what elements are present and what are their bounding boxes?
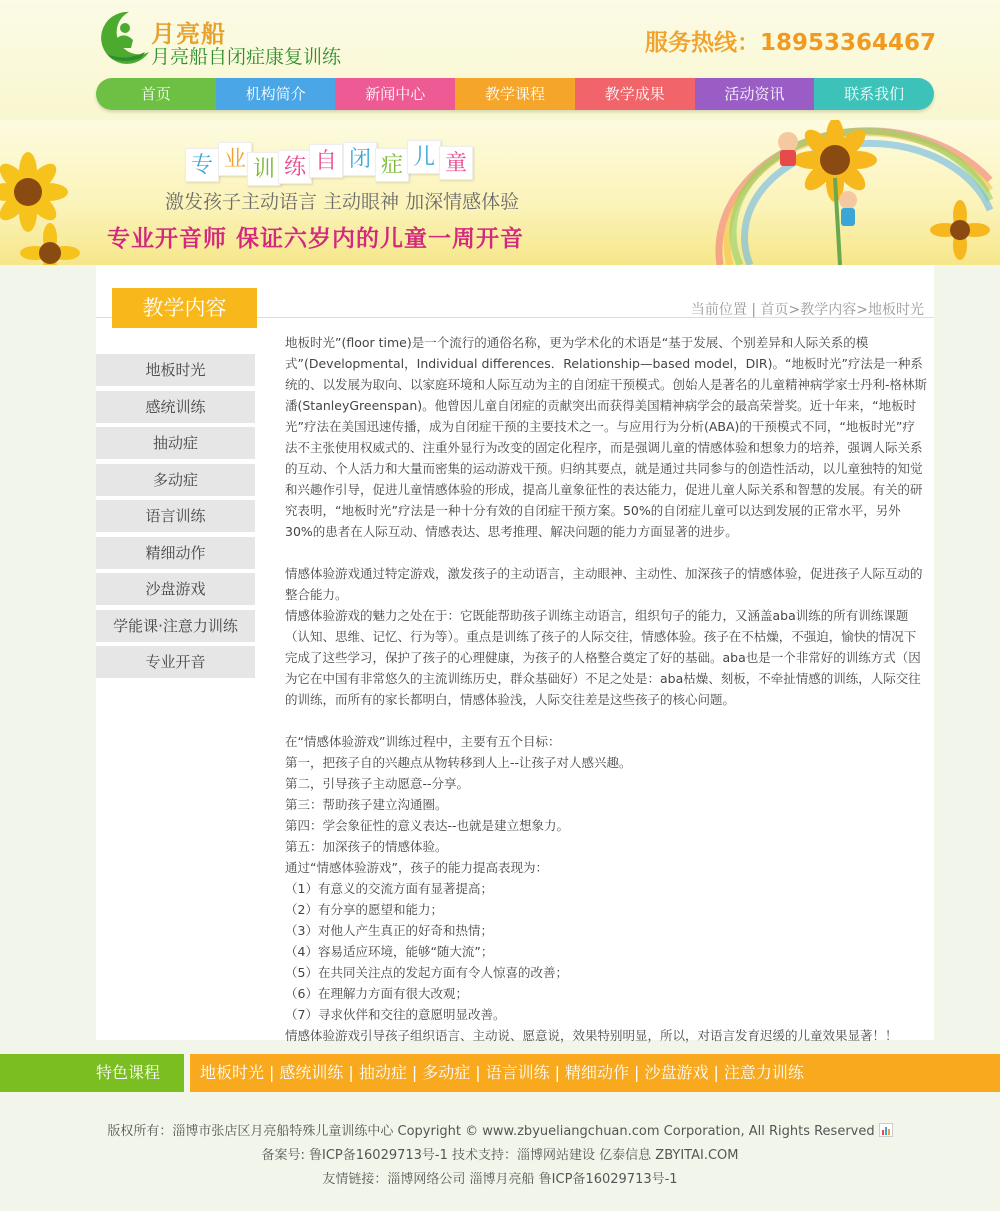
article-line: 在“情感体验游戏”训练过程中，主要有五个目标：	[285, 734, 561, 749]
article-paragraph: 情感体验游戏的魅力之处在于：它既能帮助孩子训练主动语言，组织句子的能力，又涵盖aba训练的所有训练课题（认知、思维、记忆、行为等）。重点是训练了孩子的人际交往，情感体验。孩子在不枯燥，不强迫，愉快的情况下完成了这些学习，保护了孩子的心理健康，为孩子的人格整合奠定了好的基础。aba也是一个非常好的训练方式（因为它在中国有非常悠久的主流训练历史，群众基础好）不足之处是：aba枯燥、刻板，不牵扯情感的训练，人际交往的训练，而所有的家长都明白，情感体验浅，人际交往差是这些孩子的核心问题。	[285, 608, 921, 707]
feature-link-floor-time[interactable]: 地板时光	[200, 1063, 265, 1082]
nav-item-courses[interactable]: 教学课程	[455, 78, 575, 110]
content-panel	[96, 265, 934, 1043]
article-line: 第二，引导孩子主动愿意--分享。	[285, 776, 470, 791]
feature-link-sandplay[interactable]: 沙盘游戏	[644, 1063, 709, 1082]
hotline-label: 服务热线：	[644, 30, 760, 56]
hotline	[645, 24, 936, 57]
slogan-char: 练	[278, 150, 312, 184]
slogan-char: 专	[185, 148, 219, 182]
feature-link-tic-disorder[interactable]: 抽动症	[358, 1063, 407, 1082]
article-line: 第一，把孩子自的兴趣点从物转移到人上--让孩子对人感兴趣。	[285, 755, 632, 770]
article-line: （2）有分享的愿望和能力；	[285, 902, 443, 917]
feature-courses-bar	[0, 1054, 1000, 1092]
sidebar-menu	[96, 354, 255, 683]
article-line: （3）对他人产生真正的好奇和热情；	[285, 923, 493, 938]
article-line: （1）有意义的交流方面有显著提高；	[285, 881, 493, 896]
slogan-char: 童	[439, 146, 473, 180]
sidebar-item-sandplay[interactable]: 沙盘游戏	[96, 573, 255, 605]
hotline-number: 18953364467	[759, 30, 936, 56]
article-line: 通过“情感体验游戏”，孩子的能力提高表现为：	[285, 860, 548, 875]
sidebar-item-language-training[interactable]: 语言训练	[96, 500, 255, 532]
slogan-char: 闭	[343, 142, 377, 176]
sidebar-item-attention-training[interactable]: 学能课·注意力训练	[96, 610, 255, 642]
sidebar-item-sensory-training[interactable]: 感统训练	[96, 391, 255, 423]
footer-copyright-row	[0, 1120, 1000, 1139]
slogan-char: 症	[375, 148, 409, 182]
separator: |	[634, 1063, 640, 1082]
article-line: 第四：学会象征性的意义表达--也就是建立想象力。	[285, 818, 570, 833]
article-body	[285, 332, 927, 1046]
rainbow-sunflower-illustration-icon	[660, 120, 1000, 265]
article-paragraph: 情感体验游戏通过特定游戏，激发孩子的主动语言，主动眼神、主动性、加深孩子的情感体验，促进孩子人际互动的整合能力。	[285, 566, 923, 602]
footer-friend-links[interactable]: 友情链接：淄博网络公司 淄博月亮船 鲁ICP备16029713号-1	[322, 1172, 678, 1187]
article-line: （4）容易适应环境，能够“随大流”；	[285, 944, 494, 959]
footer-copyright: 版权所有：淄博市张店区月亮船特殊儿童训练中心 Copyright © www.zbyueliangchuan.com Corporation, All Rights Reserved	[107, 1124, 875, 1139]
moon-boat-logo-icon	[95, 8, 153, 66]
sunflower-left-icon	[0, 150, 80, 265]
footer-icp[interactable]: 备案号: 鲁ICP备16029713号-1 技术支持：淄博网站建设 亿泰信息 ZBYITAI.COM	[261, 1148, 739, 1163]
feature-title: 特色课程	[96, 1063, 161, 1082]
slogan-char: 自	[309, 144, 343, 178]
article-line: （5）在共同关注点的发起方面有令人惊喜的改善；	[285, 965, 568, 980]
feature-link-sensory-training[interactable]: 感统训练	[279, 1063, 344, 1082]
main-nav	[96, 78, 934, 110]
article-line: （7）寻求伙伴和交往的意愿明显改善。	[285, 1007, 506, 1022]
breadcrumb[interactable]: 当前位置 | 首页>教学内容>地板时光	[690, 302, 924, 318]
sidebar-title: 教学内容	[112, 288, 257, 328]
nav-item-contact[interactable]: 联系我们	[814, 78, 934, 110]
feature-link-fine-motor[interactable]: 精细动作	[565, 1063, 630, 1082]
article-line: 第三：帮助孩子建立沟通圈。	[285, 797, 448, 812]
separator: |	[269, 1063, 275, 1082]
nav-item-activities[interactable]: 活动资讯	[695, 78, 815, 110]
header	[0, 0, 1000, 265]
separator: |	[554, 1063, 561, 1082]
banner-headline: 专业开音师 保证六岁内的儿童一周开音	[107, 226, 525, 252]
separator: |	[475, 1063, 481, 1082]
logo-brand: 月亮船	[151, 19, 226, 48]
nav-item-news[interactable]: 新闻中心	[335, 78, 455, 110]
sidebar-item-floor-time[interactable]: 地板时光	[96, 354, 255, 386]
feature-link-language-training[interactable]: 语言训练	[485, 1063, 550, 1082]
article-line: 第五：加深孩子的情感体验。	[285, 839, 448, 854]
footer	[0, 1092, 1000, 1211]
sidebar-item-speech-opening[interactable]: 专业开音	[96, 646, 255, 678]
sidebar-item-tic-disorder[interactable]: 抽动症	[96, 427, 255, 459]
separator: |	[713, 1063, 719, 1082]
nav-item-about[interactable]: 机构简介	[216, 78, 336, 110]
feature-links	[200, 1054, 804, 1092]
separator: |	[411, 1063, 418, 1082]
sidebar-item-fine-motor[interactable]: 精细动作	[96, 537, 255, 569]
nav-item-home[interactable]: 首页	[96, 78, 216, 110]
separator: |	[348, 1063, 354, 1082]
site-title: 月亮船自闭症康复训练	[151, 46, 342, 68]
article-line: （6）在理解力方面有很大改观；	[285, 986, 468, 1001]
sidebar-item-adhd[interactable]: 多动症	[96, 464, 255, 496]
site-stats-icon[interactable]	[879, 1123, 893, 1137]
feature-link-attention-training[interactable]: 注意力训练	[723, 1063, 804, 1082]
article-paragraph: 地板时光”(floor time)是一个流行的通俗名称，更为学术化的术语是“基于发展、个别差异和人际关系的模式”(Developmental，Individual differences．Relationship—based model，DIR)。“地板时光”疗法是一种系统的、以发展为取向、以家庭环境和人际互动为主的自闭症干预模式。创始人是著名的儿童精神病学家士丹利-格林斯潘(StanleyGreenspan)。他曾因儿童自闭症的贡献突出而获得美国精神病学会的最高荣誉奖。近十年来，“地板时光”疗法在美国迅速传播，成为自闭症干预的主要技术之一。与应用行为分析(ABA)的干预模式不同，“地板时光”疗法不主张使用权威式的、注重外显行为改变的固定化程序，而是强调儿童的情感体验和想象力的培养，强调人际关系的互动、个人活力和大量而密集的运动游戏干预。归纳其要点，就是通过共同参与的创造性活动，以儿童独特的知觉和兴趣作引导，促进儿童情感体验的形成，提高儿童象征性的表达能力，促进儿童人际关系和智慧的发展。有关的研究表明，“地板时光”疗法是一种十分有效的自闭症干预方案。50%的自闭症儿童可以达到发展的正常水平，另外30%的患者在人际互动、情感表达、思考推理、解决问题的能力方面显著的进步。	[285, 335, 928, 539]
banner	[0, 120, 1000, 265]
banner-subtitle: 激发孩子主动语言 主动眼神 加深情感体验	[165, 191, 520, 213]
slogan-char: 业	[218, 142, 252, 176]
nav-item-results[interactable]: 教学成果	[575, 78, 695, 110]
logo[interactable]	[95, 8, 395, 70]
article-line: 情感体验游戏引导孩子组织语言、主动说、愿意说，效果特别明显，所以，对语言发育迟缓的儿童效果显著！！	[285, 1028, 898, 1043]
slogan-char: 训	[247, 152, 281, 186]
feature-link-adhd[interactable]: 多动症	[422, 1063, 471, 1082]
slogan-char: 儿	[407, 140, 441, 174]
